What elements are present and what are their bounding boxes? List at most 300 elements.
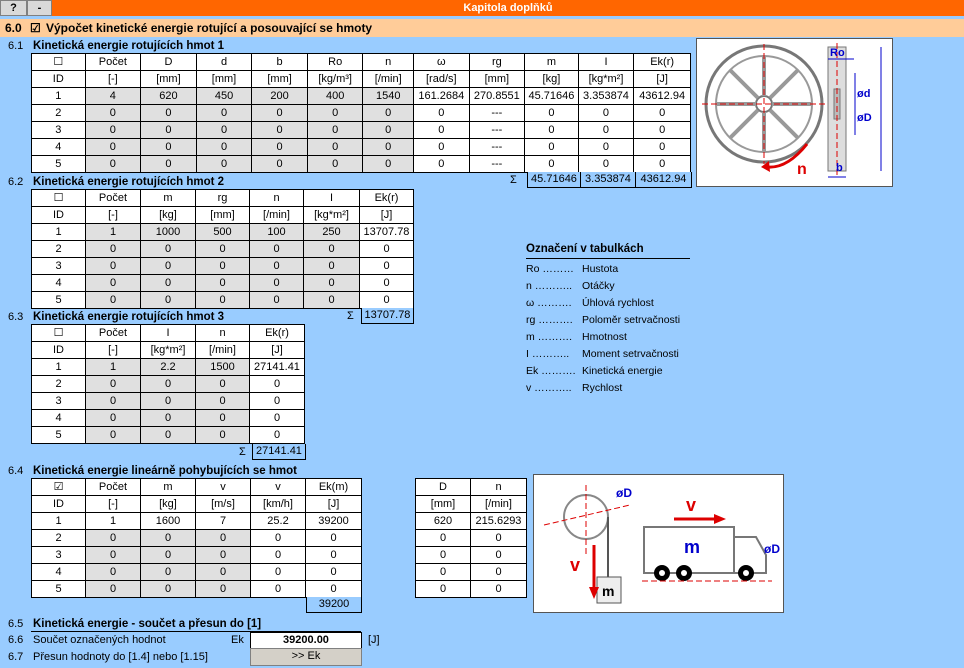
- t2-cell-4-6: 0: [360, 292, 414, 309]
- t1-header-8: rg: [469, 54, 525, 71]
- t1-cell-0-5[interactable]: 400: [307, 88, 363, 105]
- legend-item: [526, 380, 690, 397]
- t1-sum-m: 45.71646: [527, 172, 581, 188]
- t4-header-0[interactable]: ☑: [32, 479, 86, 496]
- table-row: [32, 139, 691, 156]
- t3-unit-2: [kg*m²]: [141, 342, 196, 359]
- wheel-b-label: b: [836, 162, 843, 174]
- t2-cell-4-5[interactable]: 0: [304, 292, 360, 309]
- s66-ek-label: Ek: [231, 634, 244, 646]
- t2-cell-2-1[interactable]: 0: [86, 258, 141, 275]
- legend-item: [526, 278, 690, 295]
- t1-cell-1-10: 0: [578, 105, 634, 122]
- t3-unit-1: [-]: [86, 342, 141, 359]
- t4-cell-2-0: 3: [32, 547, 86, 564]
- t1-unit-9: [kg]: [525, 71, 579, 88]
- t1-sum-i: 3.353874: [580, 172, 636, 188]
- t2-sigma: Σ: [347, 310, 354, 322]
- t2-cell-0-4[interactable]: 100: [250, 224, 304, 241]
- t4-cell-0-5: 39200: [306, 513, 362, 530]
- t2-header-4: n: [250, 190, 304, 207]
- t2-cell-2-2[interactable]: 0: [141, 258, 196, 275]
- s66-unit: [J]: [368, 634, 380, 646]
- t4-unit-0: [mm]: [416, 496, 471, 513]
- t1-unit-10: [kg*m²]: [578, 71, 634, 88]
- s66-number: 6.6: [8, 634, 24, 646]
- section-header: [0, 19, 964, 37]
- t1-cell-2-2[interactable]: 0: [141, 122, 197, 139]
- t3-cell-0-2[interactable]: 2.2: [141, 359, 196, 376]
- t2-cell-0-3[interactable]: 500: [196, 224, 250, 241]
- table-row: [416, 564, 527, 581]
- t1-cell-2-0: 3: [32, 122, 86, 139]
- t1-cell-3-9: 0: [525, 139, 579, 156]
- t3-header-2: I: [141, 325, 196, 342]
- t3-header-3: n: [196, 325, 250, 342]
- t1-cell-2-9: 0: [525, 122, 579, 139]
- legend-meaning: Kinetická energie: [582, 365, 663, 377]
- t1-title: Kinetická energie rotujících hmot 1: [33, 40, 225, 52]
- t2-cell-3-5[interactable]: 0: [304, 275, 360, 292]
- truck-mass-label: m: [684, 537, 701, 557]
- t4-cell-3-5: 0: [306, 564, 362, 581]
- t4-cell-3-0: 0: [416, 564, 471, 581]
- t1-cell-1-5[interactable]: 0: [307, 105, 363, 122]
- t4-cell-3-0: 4: [32, 564, 86, 581]
- t3-cell-2-1[interactable]: 0: [86, 393, 141, 410]
- t4-header-1: Počet: [86, 479, 141, 496]
- section-number: 6.0: [5, 21, 22, 35]
- t2-cell-0-5[interactable]: 250: [304, 224, 360, 241]
- t1-cell-4-4[interactable]: 0: [252, 156, 308, 173]
- t2-cell-2-5[interactable]: 0: [304, 258, 360, 275]
- t1-header-1: Počet: [85, 54, 141, 71]
- t1-cell-4-0: 5: [32, 156, 86, 173]
- t3-cell-3-4: 0: [250, 410, 305, 427]
- t3-cell-2-4: 0: [250, 393, 305, 410]
- t2-number: 6.2: [8, 176, 24, 188]
- t3-cell-1-1[interactable]: 0: [86, 376, 141, 393]
- t1-cell-0-6[interactable]: 1540: [363, 88, 414, 105]
- pulley-D-label: øD: [616, 486, 632, 500]
- t3-cell-1-2[interactable]: 0: [141, 376, 196, 393]
- t2-cell-4-1[interactable]: 0: [86, 292, 141, 309]
- t4-cell-3-4: 0: [251, 564, 306, 581]
- t4-cell-1-4: 0: [251, 530, 306, 547]
- legend-meaning: Poloměr setrvačnosti: [582, 314, 681, 326]
- t4-cell-4-2[interactable]: 0: [141, 581, 196, 598]
- t1-header-0[interactable]: ☐: [32, 54, 86, 71]
- t4-cell-1-1[interactable]: 0: [86, 530, 141, 547]
- t4-cell-3-2[interactable]: 0: [141, 564, 196, 581]
- section-checkbox[interactable]: ☑: [30, 21, 41, 35]
- t4-cell-1-2[interactable]: 0: [141, 530, 196, 547]
- legend-title: Označení v tabulkách: [526, 243, 690, 259]
- legend-meaning: Hustota: [582, 263, 619, 275]
- total-energy-value: 39200.00: [250, 632, 362, 649]
- t2-unit-6: [J]: [360, 207, 414, 224]
- t2-cell-0-2[interactable]: 1000: [141, 224, 196, 241]
- t4-number: 6.4: [8, 465, 24, 477]
- t2-cell-3-0: 4: [32, 275, 86, 292]
- t1-unit-5: [kg/m³]: [307, 71, 363, 88]
- table-row: [32, 376, 305, 393]
- t1-cell-1-8: ---: [469, 105, 525, 122]
- legend-item: [526, 363, 690, 380]
- linear-mass-side-table: [415, 478, 527, 598]
- t4-cell-0-3[interactable]: 7: [196, 513, 251, 530]
- t3-cell-4-1[interactable]: 0: [86, 427, 141, 444]
- t1-cell-4-8: ---: [469, 156, 525, 173]
- t1-cell-0-3[interactable]: 450: [196, 88, 252, 105]
- legend-symbol: v ………..: [526, 382, 572, 394]
- t4-cell-1-5: 0: [306, 530, 362, 547]
- legend-symbol: Ro ………: [526, 263, 574, 275]
- t3-cell-4-2[interactable]: 0: [141, 427, 196, 444]
- t1-unit-11: [J]: [634, 71, 691, 88]
- t1-cell-2-4[interactable]: 0: [252, 122, 308, 139]
- t3-cell-3-3[interactable]: 0: [196, 410, 250, 427]
- t2-cell-3-2[interactable]: 0: [141, 275, 196, 292]
- t2-title: Kinetická energie rotujících hmot 2: [33, 176, 225, 188]
- t1-cell-3-11: 0: [634, 139, 691, 156]
- t1-header-4: b: [252, 54, 308, 71]
- t1-cell-2-5[interactable]: 0: [307, 122, 363, 139]
- t4-cell-4-1[interactable]: 0: [86, 581, 141, 598]
- t1-header-6: n: [363, 54, 414, 71]
- legend-meaning: Otáčky: [582, 280, 615, 292]
- t1-cell-0-11: 43612.94: [634, 88, 691, 105]
- t4-cell-0-1: 215.6293: [471, 513, 527, 530]
- table-row: [32, 258, 414, 275]
- wheel-d-label: ød: [857, 88, 871, 100]
- t1-cell-3-8: ---: [469, 139, 525, 156]
- t1-header-5: Ro: [307, 54, 363, 71]
- t4-cell-2-2[interactable]: 0: [141, 547, 196, 564]
- t2-cell-2-3[interactable]: 0: [196, 258, 250, 275]
- table-row: [32, 275, 414, 292]
- t2-cell-1-1[interactable]: 0: [86, 241, 141, 258]
- t1-header-9: m: [525, 54, 579, 71]
- linear-mass-table: [31, 478, 362, 598]
- t4-header-4: v: [251, 479, 306, 496]
- t1-cell-2-7: 0: [413, 122, 469, 139]
- t4-header-5: Ek(m): [306, 479, 362, 496]
- t4-cell-0-0: 1: [32, 513, 86, 530]
- t4-cell-0-1[interactable]: 1: [86, 513, 141, 530]
- t4-cell-3-1[interactable]: 0: [86, 564, 141, 581]
- t2-unit-0: ID: [32, 207, 86, 224]
- legend-meaning: Rychlost: [582, 382, 623, 394]
- t1-header-2: D: [141, 54, 197, 71]
- t3-cell-1-3[interactable]: 0: [196, 376, 250, 393]
- table-row: [416, 513, 527, 530]
- t1-cell-2-8: ---: [469, 122, 525, 139]
- t4-header-0: D: [416, 479, 471, 496]
- wheel-drawing: [697, 39, 892, 186]
- t4-cell-3-3[interactable]: 0: [196, 564, 251, 581]
- t1-cell-3-5[interactable]: 0: [307, 139, 363, 156]
- truck-velocity-label: v: [686, 495, 697, 515]
- t3-sigma: Σ: [239, 446, 246, 458]
- t1-cell-4-6[interactable]: 0: [363, 156, 414, 173]
- t3-cell-2-0: 3: [32, 393, 86, 410]
- table-row: [32, 427, 305, 444]
- table-row: [32, 241, 414, 258]
- t2-cell-4-4[interactable]: 0: [250, 292, 304, 309]
- t2-cell-2-6: 0: [360, 258, 414, 275]
- t3-cell-3-2[interactable]: 0: [141, 410, 196, 427]
- t1-unit-8: [mm]: [469, 71, 525, 88]
- t4-cell-2-5: 0: [306, 547, 362, 564]
- t4-cell-0-4: 25.2: [251, 513, 306, 530]
- t3-header-0[interactable]: ☐: [32, 325, 86, 342]
- t2-unit-5: [kg*m²]: [304, 207, 360, 224]
- t2-cell-3-6: 0: [360, 275, 414, 292]
- table-row: [32, 547, 362, 564]
- legend-symbol: n ………..: [526, 280, 573, 292]
- t3-sum-ek: 27141.41: [252, 444, 306, 460]
- t1-cell-3-1[interactable]: 0: [85, 139, 141, 156]
- t2-cell-3-3[interactable]: 0: [196, 275, 250, 292]
- t2-header-3: rg: [196, 190, 250, 207]
- table-row: [32, 359, 305, 376]
- rotating-mass-table-2: [31, 189, 414, 309]
- t2-cell-4-2[interactable]: 0: [141, 292, 196, 309]
- t2-sum-ek: 13707.78: [361, 308, 414, 324]
- t1-cell-0-10: 3.353874: [578, 88, 634, 105]
- t2-cell-0-6: 13707.78: [360, 224, 414, 241]
- t2-cell-2-4[interactable]: 0: [250, 258, 304, 275]
- t1-sum-ek: 43612.94: [635, 172, 692, 188]
- t3-cell-0-1[interactable]: 1: [86, 359, 141, 376]
- t1-cell-1-6[interactable]: 0: [363, 105, 414, 122]
- t1-cell-4-1[interactable]: 0: [85, 156, 141, 173]
- t2-header-6: Ek(r): [360, 190, 414, 207]
- t4-cell-1-1: 0: [471, 530, 527, 547]
- t3-header-1: Počet: [86, 325, 141, 342]
- linear-drawing: [534, 475, 783, 612]
- t2-header-2: m: [141, 190, 196, 207]
- t1-cell-3-0: 4: [32, 139, 86, 156]
- collapse-button[interactable]: -: [27, 0, 52, 16]
- wheel-D-label-2: øD: [764, 542, 780, 556]
- t2-cell-0-1[interactable]: 1: [86, 224, 141, 241]
- t1-cell-4-2[interactable]: 0: [141, 156, 197, 173]
- legend-symbol: Ek ……….: [526, 365, 576, 377]
- t1-cell-4-7: 0: [413, 156, 469, 173]
- t1-cell-3-10: 0: [578, 139, 634, 156]
- t3-cell-1-0: 2: [32, 376, 86, 393]
- legend-symbol: I ………..: [526, 348, 570, 360]
- t1-cell-1-7: 0: [413, 105, 469, 122]
- t1-cell-3-7: 0: [413, 139, 469, 156]
- t4-cell-4-1: 0: [471, 581, 527, 598]
- t1-cell-3-4[interactable]: 0: [252, 139, 308, 156]
- t2-cell-1-3[interactable]: 0: [196, 241, 250, 258]
- t4-cell-4-0: 0: [416, 581, 471, 598]
- t2-header-1: Počet: [86, 190, 141, 207]
- table-row: [32, 88, 691, 105]
- t1-header-3: d: [196, 54, 252, 71]
- hanging-mass-label: m: [602, 583, 615, 599]
- t1-header-7: ω: [413, 54, 469, 71]
- t1-cell-4-5[interactable]: 0: [307, 156, 363, 173]
- t1-cell-0-2[interactable]: 620: [141, 88, 197, 105]
- legend-symbol: rg ……….: [526, 314, 573, 326]
- legend-item: [526, 346, 690, 363]
- legend-meaning: Moment setrvačnosti: [582, 348, 679, 360]
- table-row: [32, 581, 362, 598]
- t2-cell-3-1[interactable]: 0: [86, 275, 141, 292]
- t1-cell-1-9: 0: [525, 105, 579, 122]
- legend-item: [526, 312, 690, 329]
- t4-unit-5: [J]: [306, 496, 362, 513]
- t3-unit-3: [/min]: [196, 342, 250, 359]
- legend-item: [526, 261, 690, 278]
- t1-cell-3-6[interactable]: 0: [363, 139, 414, 156]
- t4-cell-2-1: 0: [471, 547, 527, 564]
- legend-meaning: Hmotnost: [582, 331, 627, 343]
- t2-unit-3: [mm]: [196, 207, 250, 224]
- t2-cell-1-6: 0: [360, 241, 414, 258]
- chapter-title: Kapitola doplňků: [52, 0, 964, 16]
- t1-header-10: I: [578, 54, 634, 71]
- table-row: [416, 581, 527, 598]
- t2-cell-1-0: 2: [32, 241, 86, 258]
- t4-header-3: v: [196, 479, 251, 496]
- t1-sigma: Σ: [510, 174, 517, 186]
- legend-symbol: m ……….: [526, 331, 573, 343]
- t2-header-0[interactable]: ☐: [32, 190, 86, 207]
- s67-label: Přesun hodnoty do [1.4] nebo [1.15]: [33, 651, 208, 663]
- table-row: [32, 105, 691, 122]
- fall-velocity-label: v: [570, 555, 581, 575]
- t3-cell-3-1[interactable]: 0: [86, 410, 141, 427]
- t1-cell-0-4[interactable]: 200: [252, 88, 308, 105]
- t3-header-4: Ek(r): [250, 325, 305, 342]
- s66-label: Součet označených hodnot: [33, 634, 166, 646]
- t1-number: 6.1: [8, 40, 24, 52]
- t4-cell-1-3[interactable]: 0: [196, 530, 251, 547]
- table-row: [32, 393, 305, 410]
- t1-cell-3-3[interactable]: 0: [196, 139, 252, 156]
- table-row: [32, 564, 362, 581]
- t4-sum-ek: 39200: [306, 597, 362, 613]
- table-row: [32, 410, 305, 427]
- t1-cell-1-1[interactable]: 0: [85, 105, 141, 122]
- t3-number: 6.3: [8, 311, 24, 323]
- table-row: [32, 122, 691, 139]
- t4-unit-3: [m/s]: [196, 496, 251, 513]
- t4-unit-4: [km/h]: [251, 496, 306, 513]
- t3-cell-0-0: 1: [32, 359, 86, 376]
- table-row: [32, 530, 362, 547]
- t2-cell-1-5[interactable]: 0: [304, 241, 360, 258]
- t4-title: Kinetická energie lineárně pohybujících se hmot: [33, 465, 297, 477]
- t2-cell-3-4[interactable]: 0: [250, 275, 304, 292]
- t4-cell-2-0: 0: [416, 547, 471, 564]
- t1-header-11: Ek(r): [634, 54, 691, 71]
- t1-cell-1-4[interactable]: 0: [252, 105, 308, 122]
- t1-unit-6: [/min]: [363, 71, 414, 88]
- t1-cell-0-9: 45.71646: [525, 88, 579, 105]
- s65-number: 6.5: [8, 618, 24, 630]
- t4-cell-0-0: 620: [416, 513, 471, 530]
- t4-cell-1-0: 0: [416, 530, 471, 547]
- t1-cell-2-10: 0: [578, 122, 634, 139]
- t4-cell-2-3[interactable]: 0: [196, 547, 251, 564]
- table-row: [416, 530, 527, 547]
- wheel-ro-label: Ro: [830, 47, 845, 59]
- legend: [526, 243, 690, 397]
- table-row: [32, 513, 362, 530]
- t4-header-1: n: [471, 479, 527, 496]
- t3-cell-0-4: 27141.41: [250, 359, 305, 376]
- t4-cell-4-3[interactable]: 0: [196, 581, 251, 598]
- t2-cell-1-2[interactable]: 0: [141, 241, 196, 258]
- t1-cell-4-3[interactable]: 0: [196, 156, 252, 173]
- t3-unit-4: [J]: [250, 342, 305, 359]
- t1-unit-0: ID: [32, 71, 86, 88]
- t1-cell-1-0: 2: [32, 105, 86, 122]
- t2-cell-4-3[interactable]: 0: [196, 292, 250, 309]
- transfer-ek-button[interactable]: >> Ek: [250, 648, 362, 666]
- t1-cell-2-3[interactable]: 0: [196, 122, 252, 139]
- t4-cell-4-5: 0: [306, 581, 362, 598]
- t1-cell-2-1[interactable]: 0: [85, 122, 141, 139]
- wheel-n-label: n: [797, 161, 807, 178]
- t3-cell-0-3[interactable]: 1500: [196, 359, 250, 376]
- t4-unit-0: ID: [32, 496, 86, 513]
- t3-cell-2-2[interactable]: 0: [141, 393, 196, 410]
- t2-cell-1-4[interactable]: 0: [250, 241, 304, 258]
- t1-cell-0-1[interactable]: 4: [85, 88, 141, 105]
- help-button[interactable]: ?: [0, 0, 27, 16]
- t2-cell-2-0: 3: [32, 258, 86, 275]
- t1-cell-0-7: 161.2684: [413, 88, 469, 105]
- t2-unit-1: [-]: [86, 207, 141, 224]
- t1-unit-7: [rad/s]: [413, 71, 469, 88]
- t1-cell-0-8: 270.8551: [469, 88, 525, 105]
- t1-cell-3-2[interactable]: 0: [141, 139, 197, 156]
- s67-number: 6.7: [8, 651, 24, 663]
- t1-unit-2: [mm]: [141, 71, 197, 88]
- t4-cell-4-0: 5: [32, 581, 86, 598]
- t1-cell-1-3[interactable]: 0: [196, 105, 252, 122]
- rotating-mass-table-1: [31, 53, 691, 173]
- t4-cell-0-2[interactable]: 1600: [141, 513, 196, 530]
- t3-cell-4-0: 5: [32, 427, 86, 444]
- t4-unit-2: [kg]: [141, 496, 196, 513]
- table-row: [32, 156, 691, 173]
- table-row: [32, 292, 414, 309]
- legend-symbol: ω ……….: [526, 297, 572, 309]
- t1-cell-1-2[interactable]: 0: [141, 105, 197, 122]
- t2-unit-4: [/min]: [250, 207, 304, 224]
- t3-cell-4-3[interactable]: 0: [196, 427, 250, 444]
- t4-header-2: m: [141, 479, 196, 496]
- t3-cell-1-4: 0: [250, 376, 305, 393]
- wheel-D-label: øD: [857, 112, 872, 124]
- t1-unit-4: [mm]: [252, 71, 308, 88]
- rotating-wheel-diagram: [696, 38, 893, 187]
- t1-unit-1: [-]: [85, 71, 141, 88]
- t1-cell-2-6[interactable]: 0: [363, 122, 414, 139]
- t3-cell-2-3[interactable]: 0: [196, 393, 250, 410]
- t1-cell-4-11: 0: [634, 156, 691, 173]
- t4-cell-2-1[interactable]: 0: [86, 547, 141, 564]
